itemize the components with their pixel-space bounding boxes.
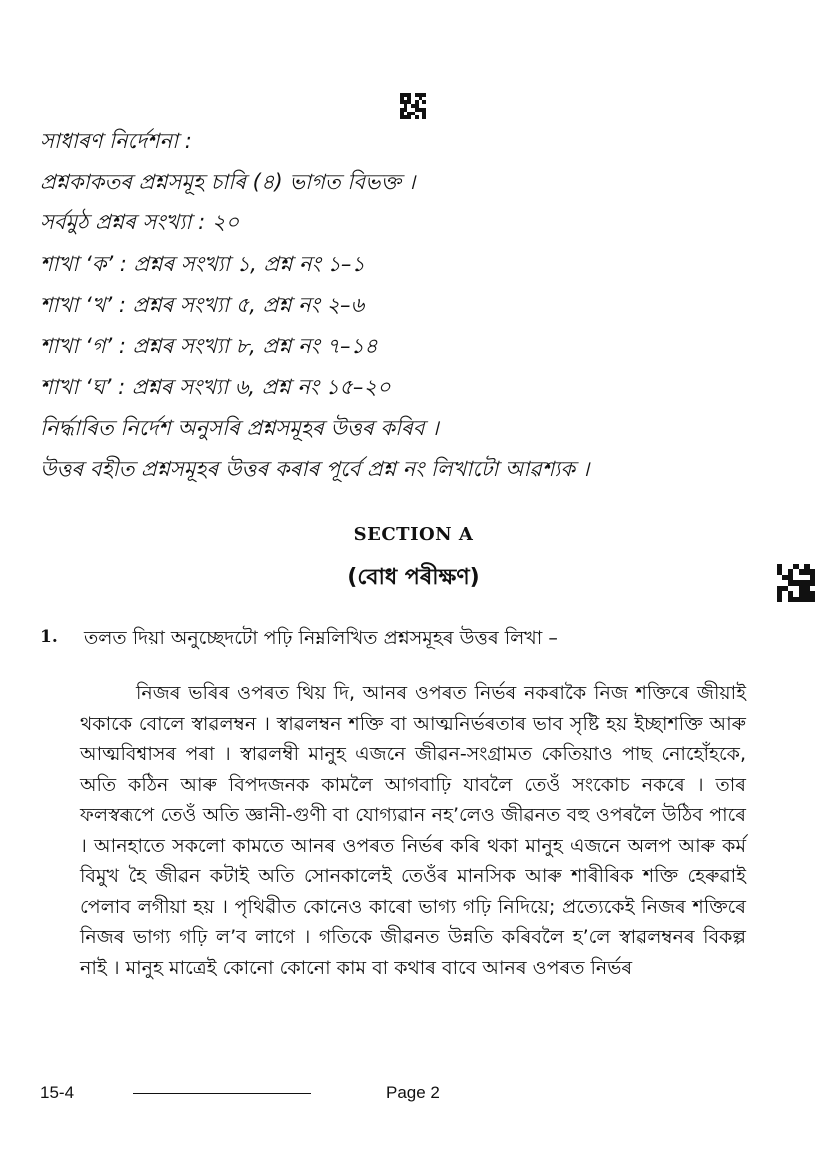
question-number: 1. — [40, 627, 58, 647]
instructions-heading: সাধাৰণ নিৰ্দেশনা : — [40, 129, 192, 153]
section-title: SECTION A — [353, 524, 474, 545]
paper-code: 15-4 — [40, 1083, 75, 1102]
section-subtitle: (বোধ পৰীক্ষণ) — [347, 565, 480, 590]
instruction-line: শাখা ‘গ’ : প্ৰশ্নৰ সংখ্যা ৮, প্ৰশ্ন নং ৭–১৪ — [40, 334, 378, 358]
instruction-line: উত্তৰ বহীত প্ৰশ্নসমূহৰ উত্তৰ কৰাৰ পূৰ্বে প্ৰশ্ন নং লিখাটো আৱশ্যক । — [40, 457, 590, 481]
instruction-line: শাখা ‘ক’ : প্ৰশ্নৰ সংখ্যা ১, প্ৰশ্ন নং ১–১ — [40, 252, 366, 276]
comprehension-passage: নিজৰ ভৰিৰ ওপৰত থিয় দি, আনৰ ওপৰত নিৰ্ভৰ নকৰাকৈ নিজ শক্তিৰে জীয়াই থকাকে বোলে স্বাৱলম্বন । স্বাৱলম্বন শক্তি বা আত্মনিৰ্ভৰতাৰ ভাব সৃষ্টি হয় ইচ্ছাশক্তি আৰু আত্মবিশ্বাসৰ পৰা । স্বাৱলম্বী মানুহ এজনে জীৱন-সংগ্ৰামত কেতিয়াও পাছ নোহোঁহকে, অতি কঠিন আৰু বিপদজনক কামলৈ আগবাঢ়ি যাবলৈ তেওঁ সংকোচ নকৰে । তাৰ ফলস্বৰূপে তেওঁ অতি জ্ঞানী-গুণী বা যোগ্যৱান নহ’লেও জীৱনত বহু ওপৰলৈ উঠিব পাৰে । আনহাতে সকলো কামতে আনৰ ওপৰত নিৰ্ভৰ কৰি থকা মানুহ এজনে অলপ আৰু কৰ্ম বিমুখ হৈ জীৱন কটাই অতি সোনকালেই তেওঁৰ মানসিক আৰু শাৰীৰিক শক্তি হেৰুৱাই পেলাব লগীয়া হয় । পৃথিৱীত কোনেও কাৰো ভাগ্য গঢ়ি নিদিয়ে; প্ৰত্যেকেই নিজৰ শক্তিৰে নিজৰ ভাগ্য গঢ়ি ল’ব লাগে । গতিকে জীৱনত উন্নতি কৰিবলৈ হ’লে স্বাৱলম্বনৰ বিকল্প নাই । মানুহ মাত্ৰেই কোনো কোনো কাম বা কথাৰ বাবে আনৰ ওপৰত নিৰ্ভৰ — [80, 682, 746, 979]
footer-divider — [133, 1093, 311, 1094]
instruction-line: নিৰ্দ্ধাৰিত নিৰ্দেশ অনুসৰি প্ৰশ্নসমূহৰ উত্তৰ কৰিব । — [40, 416, 439, 440]
instruction-line: প্ৰশ্নকাকতৰ প্ৰশ্নসমূহ চাৰি (৪) ভাগত বিভক্ত । — [40, 170, 416, 194]
instruction-line: শাখা ‘খ’ : প্ৰশ্নৰ সংখ্যা ৫, প্ৰশ্ন নং ২–৬ — [40, 293, 365, 317]
instruction-line: শাখা ‘ঘ’ : প্ৰশ্নৰ সংখ্যা ৬, প্ৰশ্ন নং ১৫–২০ — [40, 375, 391, 399]
qr-code-icon — [400, 93, 426, 119]
page-number: Page 2 — [386, 1083, 440, 1102]
question-text: তলত দিয়া অনুচ্ছেদটো পঢ়ি নিম্নলিখিত প্ৰশ্নসমূহৰ উত্তৰ লিখা – — [84, 627, 558, 649]
instruction-line: সৰ্বমুঠ প্ৰশ্নৰ সংখ্যা : ২০ — [40, 210, 240, 234]
